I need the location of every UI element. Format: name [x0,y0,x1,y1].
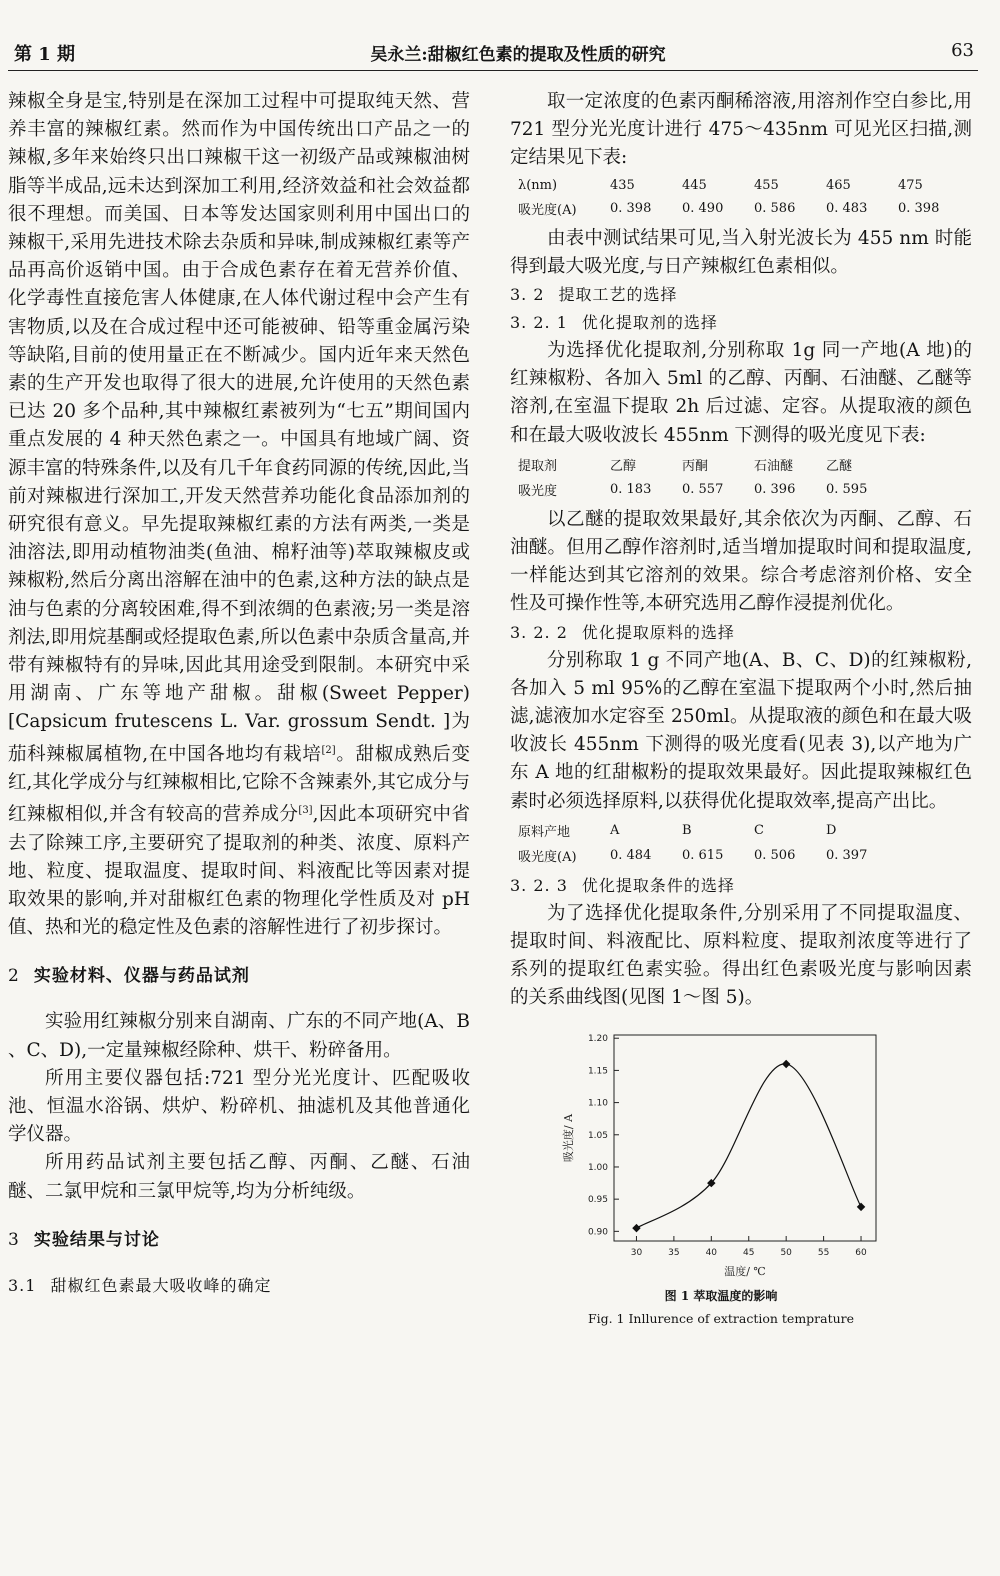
y-tick-label: 0.95 [587,1194,608,1205]
table-row [514,196,970,221]
x-axis-label: 温度/ ℃ [724,1264,766,1278]
page-number: 63 [951,40,974,61]
table-cell: 0. 183 [610,481,652,497]
left-column [8,88,470,1300]
section-3-1-number: 3.1 [8,1275,37,1295]
plot-frame [614,1035,876,1241]
table-cell: 乙醇 [610,458,637,474]
table-cell: 0. 396 [754,481,796,497]
table-cell: C [754,822,764,838]
section-3-2-2-title: 优化提取原料的选择 [581,622,735,642]
section-3-2-3-title: 优化提取条件的选择 [581,875,735,895]
section-3-heading [8,1226,470,1254]
y-tick-label: 0.90 [587,1227,608,1238]
section-3-2-3-heading [510,872,972,900]
table-cell: 0. 490 [682,200,724,216]
max-absorption-paragraph: 由表中测试结果可见,当入射光波长为 455 nm 时能得到最大吸光度,与日产辣椒红色素相似。 [510,227,972,277]
section-3-2-1-number: 3. 2. 1 [510,313,568,333]
table-row [514,477,898,502]
x-tick-label: 35 [668,1247,680,1258]
section-3-title: 实验结果与讨论 [33,1229,160,1250]
citation-3: [3] [298,805,313,817]
figure-1-caption-en: Fig. 1 Inllurence of extraction temprature [587,1310,855,1326]
instruments-paragraph: 所用主要仪器包括:721 型分光光度计、匹配吸收池、恒温水浴锅、烘炉、粉碎机、抽滤机及其他普通化学仪器。 [8,1067,470,1146]
series-line [636,1064,861,1228]
intro-text-b: 。甜椒成熟后变红,其化学成分与红辣椒相比,它除不含辣素外,其它成分与红辣椒相似,并含有较高的营养成分 [8,743,470,826]
x-tick-label: 50 [780,1247,792,1258]
issue-number: 第 1 期 [14,44,76,65]
x-tick-label: 40 [705,1247,718,1258]
temperature-chart [556,1023,886,1285]
data-point [632,1224,640,1232]
right-column [510,88,972,1326]
section-3-2-2-number: 3. 2. 2 [510,622,568,642]
table-cell: 435 [610,177,635,193]
table-cell: 0. 483 [826,200,868,216]
x-tick-label: 60 [855,1247,867,1258]
section-3-2-1-title: 优化提取剂的选择 [581,313,718,333]
section-2-heading [8,962,470,990]
section-2-number: 2 [8,966,20,987]
table-cell: 0. 397 [826,847,868,863]
section-3-2-2-heading [510,619,972,647]
table-row-label: 提取剂 [518,458,558,474]
table-row-label: 原料产地 [518,824,571,840]
conditions-paragraph: 为了选择优化提取条件,分别采用了不同提取温度、提取时间、料液配比、原料粒度、提取剂浓度等进行了系列的提取红色素实验。得出红色素吸光度与影响因素的关系曲线图(见图 1～图 5)。 [510,902,972,1009]
section-3-2-heading [510,281,972,309]
table-row-label: 吸光度(A) [518,202,577,218]
table-row [514,175,970,196]
reagents-paragraph: 所用药品试剂主要包括乙醇、丙酮、乙醚、石油醚、二氯甲烷和三氯甲烷等,均为分析纯级。 [8,1152,470,1202]
section-3-2-3-number: 3. 2. 3 [510,875,568,895]
table-cell: 455 [754,177,779,193]
section-3-1-title: 甜椒红色素最大吸收峰的确定 [50,1275,272,1295]
section-2-title: 实验材料、仪器与药品试剂 [33,966,250,987]
table-cell: 0. 615 [682,847,724,863]
table-row-label: 吸光度(A) [518,849,577,865]
table-cell: 0. 595 [826,481,868,497]
table-cell: 0. 398 [898,200,940,216]
section-3-2-number: 3. 2 [510,285,545,305]
citation-2: [2] [321,744,336,756]
table-cell: B [682,822,692,838]
figure-1 [556,1023,886,1326]
intro-text-a: 辣椒全身是宝,特别是在深加工过程中可提取纯天然、营养丰富的辣椒红素。然而作为中国传统出口产品之一的辣椒,多年来始终只出口辣椒干这一初级产品或辣椒油树脂等半成品,远未达到深加工利用,经济效益和社会效益都很不理想。而美国、日本等发达国家则利用中国出口的辣椒干,采用先进技术除去杂质和异味,制成辣椒红素等产品再高价返销中国。由于合成色素存在着无营养价值、化学毒性直接危害人体健康,在人体代谢过程中会产生有害物质,以及在合成过程中还可能被砷、铅等重金属污染等缺陷,目前的使用量正在不断减少。国内近年来天然色素的生产开发也取得了很大的进展,允许使用的天然色素已达 20 多个品种,其中辣椒红素被列为“七五”期间国内重点发展的 4 种天然色素之一。中国具有地域广阔、资源丰富的特殊条件,以及有几千年食药同源的传统,因此,当前对辣椒进行深加工,开发天然营养功能化食品添加剂的研究很有意义。早先提取辣椒红素的方法有两类,一类是油溶法,即用动植物油类(鱼油、棉籽油等)萃取辣椒皮或辣椒粉,然后分离出溶解在油中的色素,这种方法的缺点是油与色素的分离较困难,得不到浓绸的色素液;另一类是溶剂法,即用烷基酮或烃提取色素,所以色素中杂质含量高,并带有辣椒特有的异味,因此其用途受到限制。本研究中采用湖南、广东等地产甜椒。甜椒(Sweet Pepper)[Capsicum frutescens L. Var. grossum Sendt. ]为茄科辣椒属植物,在中国各地均有栽培 [8,91,470,765]
figure-1-caption-cn: 图 1 萃取温度的影响 [664,1288,778,1303]
solvent-result-paragraph: 以乙醚的提取效果最好,其余依次为丙酮、乙醇、石油醚。但用乙醇作溶剂时,适当增加提取时间和提取温度,一样能达到其它溶剂的效果。综合考虑溶剂价格、安全性及可操作性等,本研究选用乙醇作浸提剂优化。 [510,508,972,615]
table-cell: 乙醚 [826,458,853,474]
x-tick-label: 45 [743,1247,755,1258]
x-tick-label: 30 [630,1247,643,1258]
y-tick-label: 1.00 [587,1162,608,1173]
solvent-paragraph: 为选择优化提取剂,分别称取 1g 同一产地(A 地)的红辣椒粉、各加入 5ml 的乙醇、丙酮、石油醚、乙醚等溶剂,在室温下提取 2h 后过滤、定容。从提取液的颜色和在最大吸收波长 455nm 下测得的吸光度见下表: [510,340,972,446]
x-tick-label: 55 [817,1247,830,1258]
intro-paragraph [8,88,470,942]
table-cell: 0. 586 [754,200,796,216]
table-cell: 475 [898,177,923,193]
table-cell: 丙酮 [682,458,709,474]
y-axis-label: 吸光度/ A [562,1113,575,1162]
scan-paragraph: 取一定浓度的色素丙酮稀溶液,用溶剂作空白参比,用 721 型分光光度计进行 475～435nm 可见光区扫描,测定结果见下表: [510,91,972,169]
running-title: 吴永兰:甜椒红色素的提取及性质的研究 [370,45,666,65]
section-3-1-heading [8,1272,470,1300]
table-cell: D [826,822,837,838]
table-cell: 445 [682,177,707,193]
intro-text-c: ,因此本项研究中省去了除辣工序,主要研究了提取剂的种类、浓度、原料产地、粒度、提取温度、提取时间、料液配比等因素对提取效果的影响,并对甜椒红色素的物理化学性质及对 pH 值、热和光的稳定性及色素的溶解性进行了初步探讨。 [8,804,470,939]
table-cell: 0. 506 [754,847,796,863]
table-cell: A [610,822,620,838]
section-3-2-title: 提取工艺的选择 [558,285,678,305]
y-tick-label: 1.15 [587,1066,608,1077]
origin-table [514,818,898,868]
page-header [8,30,978,71]
table-row-label: λ(nm) [518,177,558,193]
data-point [782,1059,790,1067]
section-3-number: 3 [8,1229,20,1250]
table-row [514,818,898,843]
table-row [514,843,898,868]
solvent-table [514,452,898,502]
table-row [514,452,898,477]
y-tick-label: 1.05 [587,1130,608,1141]
table-cell: 石油醚 [754,458,794,474]
origin-paragraph: 分别称取 1 g 不同产地(A、B、C、D)的红辣椒粉,各加入 5 ml 95%的乙醇在室温下提取两个小时,然后抽滤,滤液加水定容至 250ml。从提取液的颜色和在最大吸收波长 455nm 下测得的吸光度看(见表 3),以产地为广东 A 地的红甜椒粉的提取效果最好。因此提取辣椒红色素时必须选择原料,以获得优化提取效率,提高产出比。 [510,649,972,812]
y-tick-label: 1.10 [587,1098,608,1109]
table-cell: 465 [826,177,851,193]
wavelength-table [514,175,970,221]
materials-paragraph: 实验用红辣椒分别来自湖南、广东的不同产地(A、B 、C、D),一定量辣椒经除种、烘干、粉碎备用。 [8,1011,470,1061]
section-3-2-1-heading [510,309,972,337]
table-cell: 0. 484 [610,847,652,863]
table-cell: 0. 398 [610,200,652,216]
data-point [857,1202,865,1210]
table-cell: 0. 557 [682,481,724,497]
table-row-label: 吸光度 [518,483,558,499]
y-tick-label: 1.20 [587,1033,608,1044]
